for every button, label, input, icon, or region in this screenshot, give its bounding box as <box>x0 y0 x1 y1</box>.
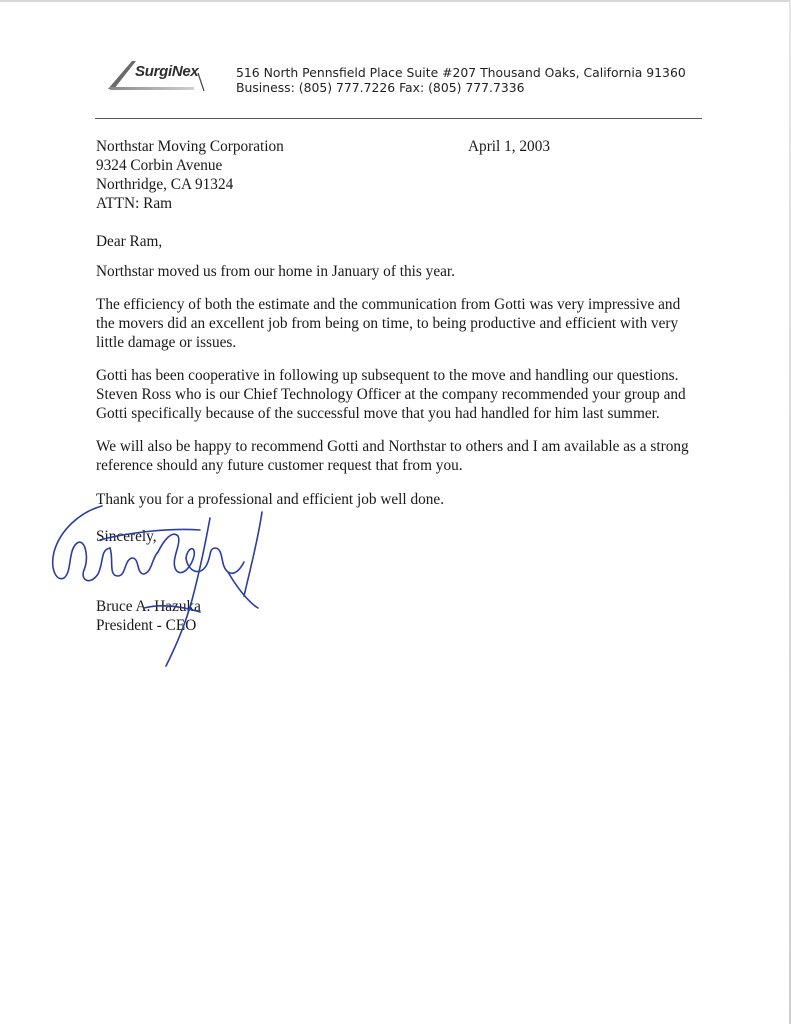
paragraph-line: little damage or issues. <box>96 334 237 351</box>
recipient-attn: ATTN: Ram <box>96 195 173 212</box>
recipient-name: Northstar Moving Corporation <box>96 138 284 155</box>
paragraph-line: reference should any future customer request that from you. <box>96 457 463 474</box>
paragraph-line: Gotti has been cooperative in following up subsequent to the move and handling our questions. <box>96 367 679 384</box>
logo-text: SurgiNex <box>135 63 199 80</box>
salutation: Dear Ram, <box>96 233 163 250</box>
signer-name: Bruce A. Hazuka <box>96 598 201 615</box>
letter-date: April 1, 2003 <box>468 138 551 155</box>
paragraph-line: We will also be happy to recommend Gotti and Northstar to others and I am available as a strong <box>96 438 689 455</box>
paragraph-line: the movers did an excellent job from being on time, to being productive and efficient with very <box>96 315 679 332</box>
header-divider <box>95 118 702 119</box>
paragraph-line: Thank you for a professional and efficient job well done. <box>96 491 445 508</box>
company-phone: Business: (805) 777.7226 Fax: (805) 777.7336 <box>236 80 525 95</box>
company-address: 516 North Pennsfield Place Suite #207 Thousand Oaks, California 91360 <box>236 65 686 80</box>
recipient-city: Northridge, CA 91324 <box>96 176 234 193</box>
handwritten-signature <box>40 500 270 670</box>
signer-title: President - CEO <box>96 617 197 634</box>
scan-edge-top <box>0 0 791 2</box>
paragraph-line: Gotti specifically because of the successful move that you had handled for him last summer. <box>96 405 660 422</box>
paragraph-line: The efficiency of both the estimate and the communication from Gotti was very impressive and <box>96 296 681 313</box>
valediction: Sincerely, <box>96 528 157 545</box>
paragraph-line: Steven Ross who is our Chief Technology Officer at the company recommended your group and <box>96 386 686 403</box>
paragraph-line: Northstar moved us from our home in January of this year. <box>96 263 455 280</box>
company-logo <box>100 55 218 99</box>
letterhead <box>100 55 700 105</box>
recipient-street: 9324 Corbin Avenue <box>96 157 223 174</box>
